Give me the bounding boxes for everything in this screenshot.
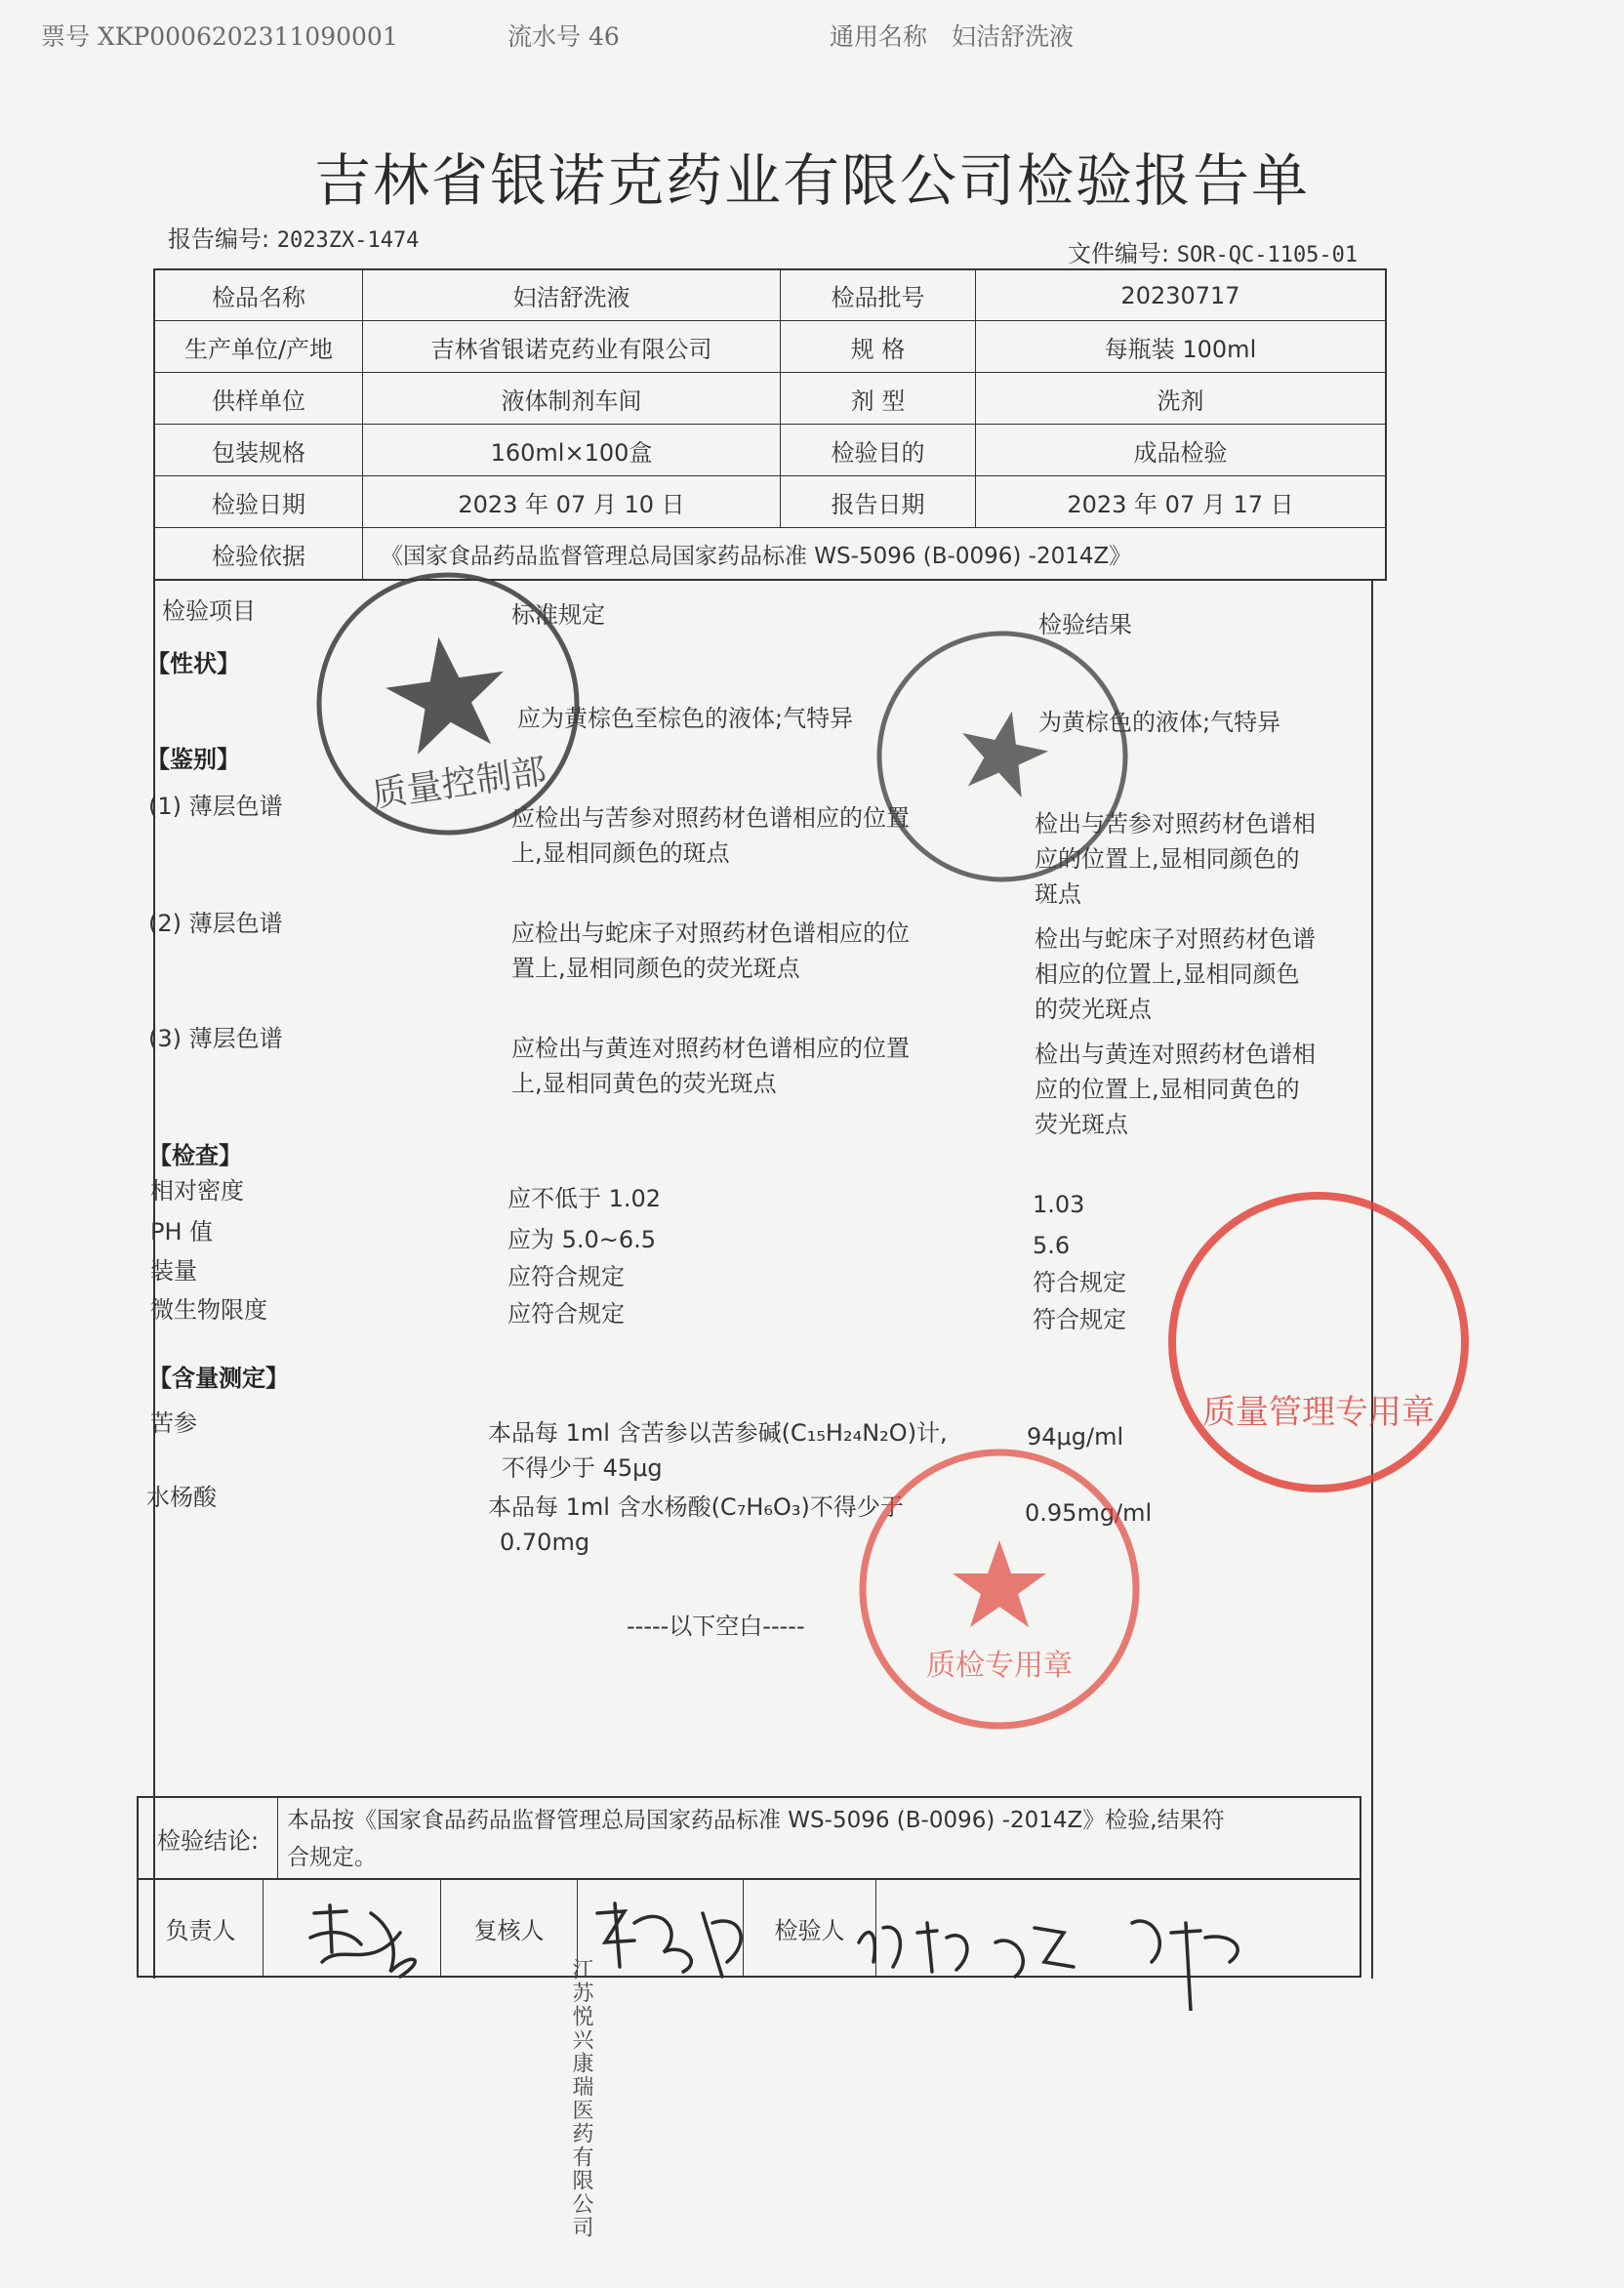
header-label: 包装规格 xyxy=(212,438,305,467)
basis-label: 检验依据 xyxy=(212,542,305,570)
page-title: 吉林省银诺克药业有限公司检验报告单 xyxy=(313,147,1310,214)
red-inspection-stamp xyxy=(845,1435,1154,1743)
assay-item: 苦参 xyxy=(150,1410,197,1437)
header-label: 生产单位/产地 xyxy=(183,335,334,363)
traits-standard: 应为黄棕色至棕色的液体;气特异 xyxy=(517,705,854,732)
identify-item: (2) 薄层色谱 xyxy=(148,910,283,937)
check-result: 符合规定 xyxy=(1033,1269,1126,1296)
header-label: 报告日期 xyxy=(780,476,975,527)
report-number xyxy=(168,220,419,254)
header-row xyxy=(155,270,1385,321)
file-number-value: SOR-QC-1105-01 xyxy=(1176,243,1359,267)
header-row xyxy=(155,476,1385,528)
handwritten-signatures xyxy=(293,1884,1269,2011)
check-standard: 应符合规定 xyxy=(508,1300,625,1328)
header-value: 液体制剂车间 xyxy=(362,373,780,424)
red-quality-stamp xyxy=(1157,1181,1480,1503)
svg-text:质量控制部: 质量控制部 xyxy=(369,751,549,816)
report-number-value: 2023ZX-1474 xyxy=(276,228,420,253)
check-item: 装量 xyxy=(150,1257,197,1285)
check-result: 1.03 xyxy=(1033,1191,1085,1218)
identify-standard: 上,显相同颜色的斑点 xyxy=(511,839,730,867)
conclusion-label: 检验结论: xyxy=(139,1798,278,1878)
responsible-label: 负责人 xyxy=(139,1880,264,1976)
check-item: 相对密度 xyxy=(150,1177,244,1205)
reviewer-label: 复核人 xyxy=(441,1880,578,1976)
identify-standard: 应检出与蛇床子对照药材色谱相应的位 xyxy=(511,919,910,947)
header-value: 成品检验 xyxy=(975,425,1385,475)
serial-number: 流水号 46 xyxy=(508,22,620,51)
section-check: 【检查】 xyxy=(148,1142,242,1169)
assay-result: 0.95mg/ml xyxy=(1025,1499,1153,1527)
header-value: 洗剂 xyxy=(975,373,1385,424)
section-assay: 【含量测定】 xyxy=(148,1365,289,1392)
check-result: 5.6 xyxy=(1033,1232,1071,1259)
header-label: 规 格 xyxy=(780,321,975,372)
assay-item: 水杨酸 xyxy=(146,1484,217,1511)
section-traits: 【性状】 xyxy=(146,650,240,677)
identify-item: (3) 薄层色谱 xyxy=(148,1025,283,1052)
column-item-header: 检验项目 xyxy=(162,597,256,625)
conclusion-line: 本品按《国家食品药品监督管理总局国家药品标准 WS-5096 (B-0096) -2014Z》检验,结果符 xyxy=(287,1808,1225,1833)
header-value: 2023 年 07 月 10 日 xyxy=(362,476,780,527)
header-value: 160ml×100盒 xyxy=(362,425,780,475)
header-label: 检验日期 xyxy=(212,490,305,518)
header-label: 检验目的 xyxy=(780,425,975,475)
vertical-company-text: 江苏悦兴康瑞医药有限公司 xyxy=(569,1958,593,2239)
header-label: 检品名称 xyxy=(212,284,305,311)
check-item: PH 值 xyxy=(150,1218,214,1246)
basis-value: 《国家食品药品监督管理总局国家药品标准 WS-5096 (B-0096) -2014Z》 xyxy=(362,528,1385,579)
check-item: 微生物限度 xyxy=(150,1296,267,1324)
generic-name-label: 通用名称 xyxy=(830,22,928,51)
check-standard: 应为 5.0~6.5 xyxy=(508,1226,657,1253)
svg-text:质检专用章: 质检专用章 xyxy=(926,1649,1073,1683)
header-value: 妇洁舒洗液 xyxy=(362,270,780,320)
conclusion-line: 合规定。 xyxy=(287,1845,377,1870)
conclusion-box xyxy=(137,1796,1361,1880)
assay-standard: 本品每 1ml 含水杨酸(C₇H₆O₃)不得少于 xyxy=(488,1493,904,1521)
header-table xyxy=(153,268,1387,581)
assay-standard: 不得少于 45μg xyxy=(502,1454,663,1482)
check-result: 符合规定 xyxy=(1033,1306,1126,1333)
qc-department-stamp xyxy=(310,566,586,841)
identify-standard: 上,显相同黄色的荧光斑点 xyxy=(511,1070,777,1097)
section-identify: 【鉴别】 xyxy=(146,746,240,773)
header-row xyxy=(155,373,1385,425)
identify-standard: 应检出与黄连对照药材色谱相应的位置 xyxy=(511,1035,910,1062)
generic-name: 妇洁舒洗液 xyxy=(952,22,1075,51)
assay-result: 94μg/ml xyxy=(1027,1423,1124,1450)
check-standard: 应不低于 1.02 xyxy=(508,1185,662,1212)
header-value: 20230717 xyxy=(975,270,1385,320)
check-standard: 应符合规定 xyxy=(508,1263,625,1290)
ticket-number: 票号 XKP0006202311090001 xyxy=(41,22,398,51)
identify-standard: 置上,显相同颜色的荧光斑点 xyxy=(511,955,800,982)
report-number-label: 报告编号: xyxy=(168,225,270,253)
header-label: 检品批号 xyxy=(780,270,975,320)
column-standard-header: 标准规定 xyxy=(511,601,605,629)
identify-result: 检出与蛇床子对照药材色谱 xyxy=(1035,925,1316,953)
qc-department-stamp-2 xyxy=(871,625,1134,888)
identify-result: 应的位置上,显相同颜色的 xyxy=(1035,845,1300,873)
assay-standard: 本品每 1ml 含苦参以苦参碱(C₁₅H₂₄N₂O)计, xyxy=(488,1419,948,1447)
inspector-label: 检验人 xyxy=(744,1880,876,1976)
identify-result: 相应的位置上,显相同颜色 xyxy=(1035,960,1300,988)
header-label: 剂 型 xyxy=(780,373,975,424)
header-value: 2023 年 07 月 17 日 xyxy=(975,476,1385,527)
svg-text:质量管理专用章: 质量管理专用章 xyxy=(1202,1393,1435,1432)
blank-line: -----以下空白----- xyxy=(627,1613,805,1640)
identify-item: (1) 薄层色谱 xyxy=(148,793,283,820)
header-row xyxy=(155,321,1385,373)
header-label: 供样单位 xyxy=(212,387,305,415)
header-value: 每瓶装 100ml xyxy=(975,321,1385,372)
column-result-header: 检验结果 xyxy=(1038,611,1132,638)
file-number-label: 文件编号: xyxy=(1068,240,1170,267)
identify-result: 应的位置上,显相同黄色的 xyxy=(1035,1076,1300,1103)
file-number xyxy=(1068,234,1358,268)
header-value: 吉林省银诺克药业有限公司 xyxy=(362,321,780,372)
identify-result: 检出与黄连对照药材色谱相 xyxy=(1035,1041,1316,1068)
identify-result: 斑点 xyxy=(1035,880,1081,908)
conclusion-text xyxy=(287,1802,1350,1876)
header-row xyxy=(155,425,1385,476)
assay-standard: 0.70mg xyxy=(500,1529,590,1556)
identify-result: 荧光斑点 xyxy=(1035,1111,1128,1138)
identify-result: 检出与苦参对照药材色谱相 xyxy=(1035,810,1316,838)
identify-result: 的荧光斑点 xyxy=(1035,996,1152,1023)
traits-result: 为黄棕色的液体;气特异 xyxy=(1038,709,1281,736)
identify-standard: 应检出与苦参对照药材色谱相应的位置 xyxy=(511,804,910,832)
